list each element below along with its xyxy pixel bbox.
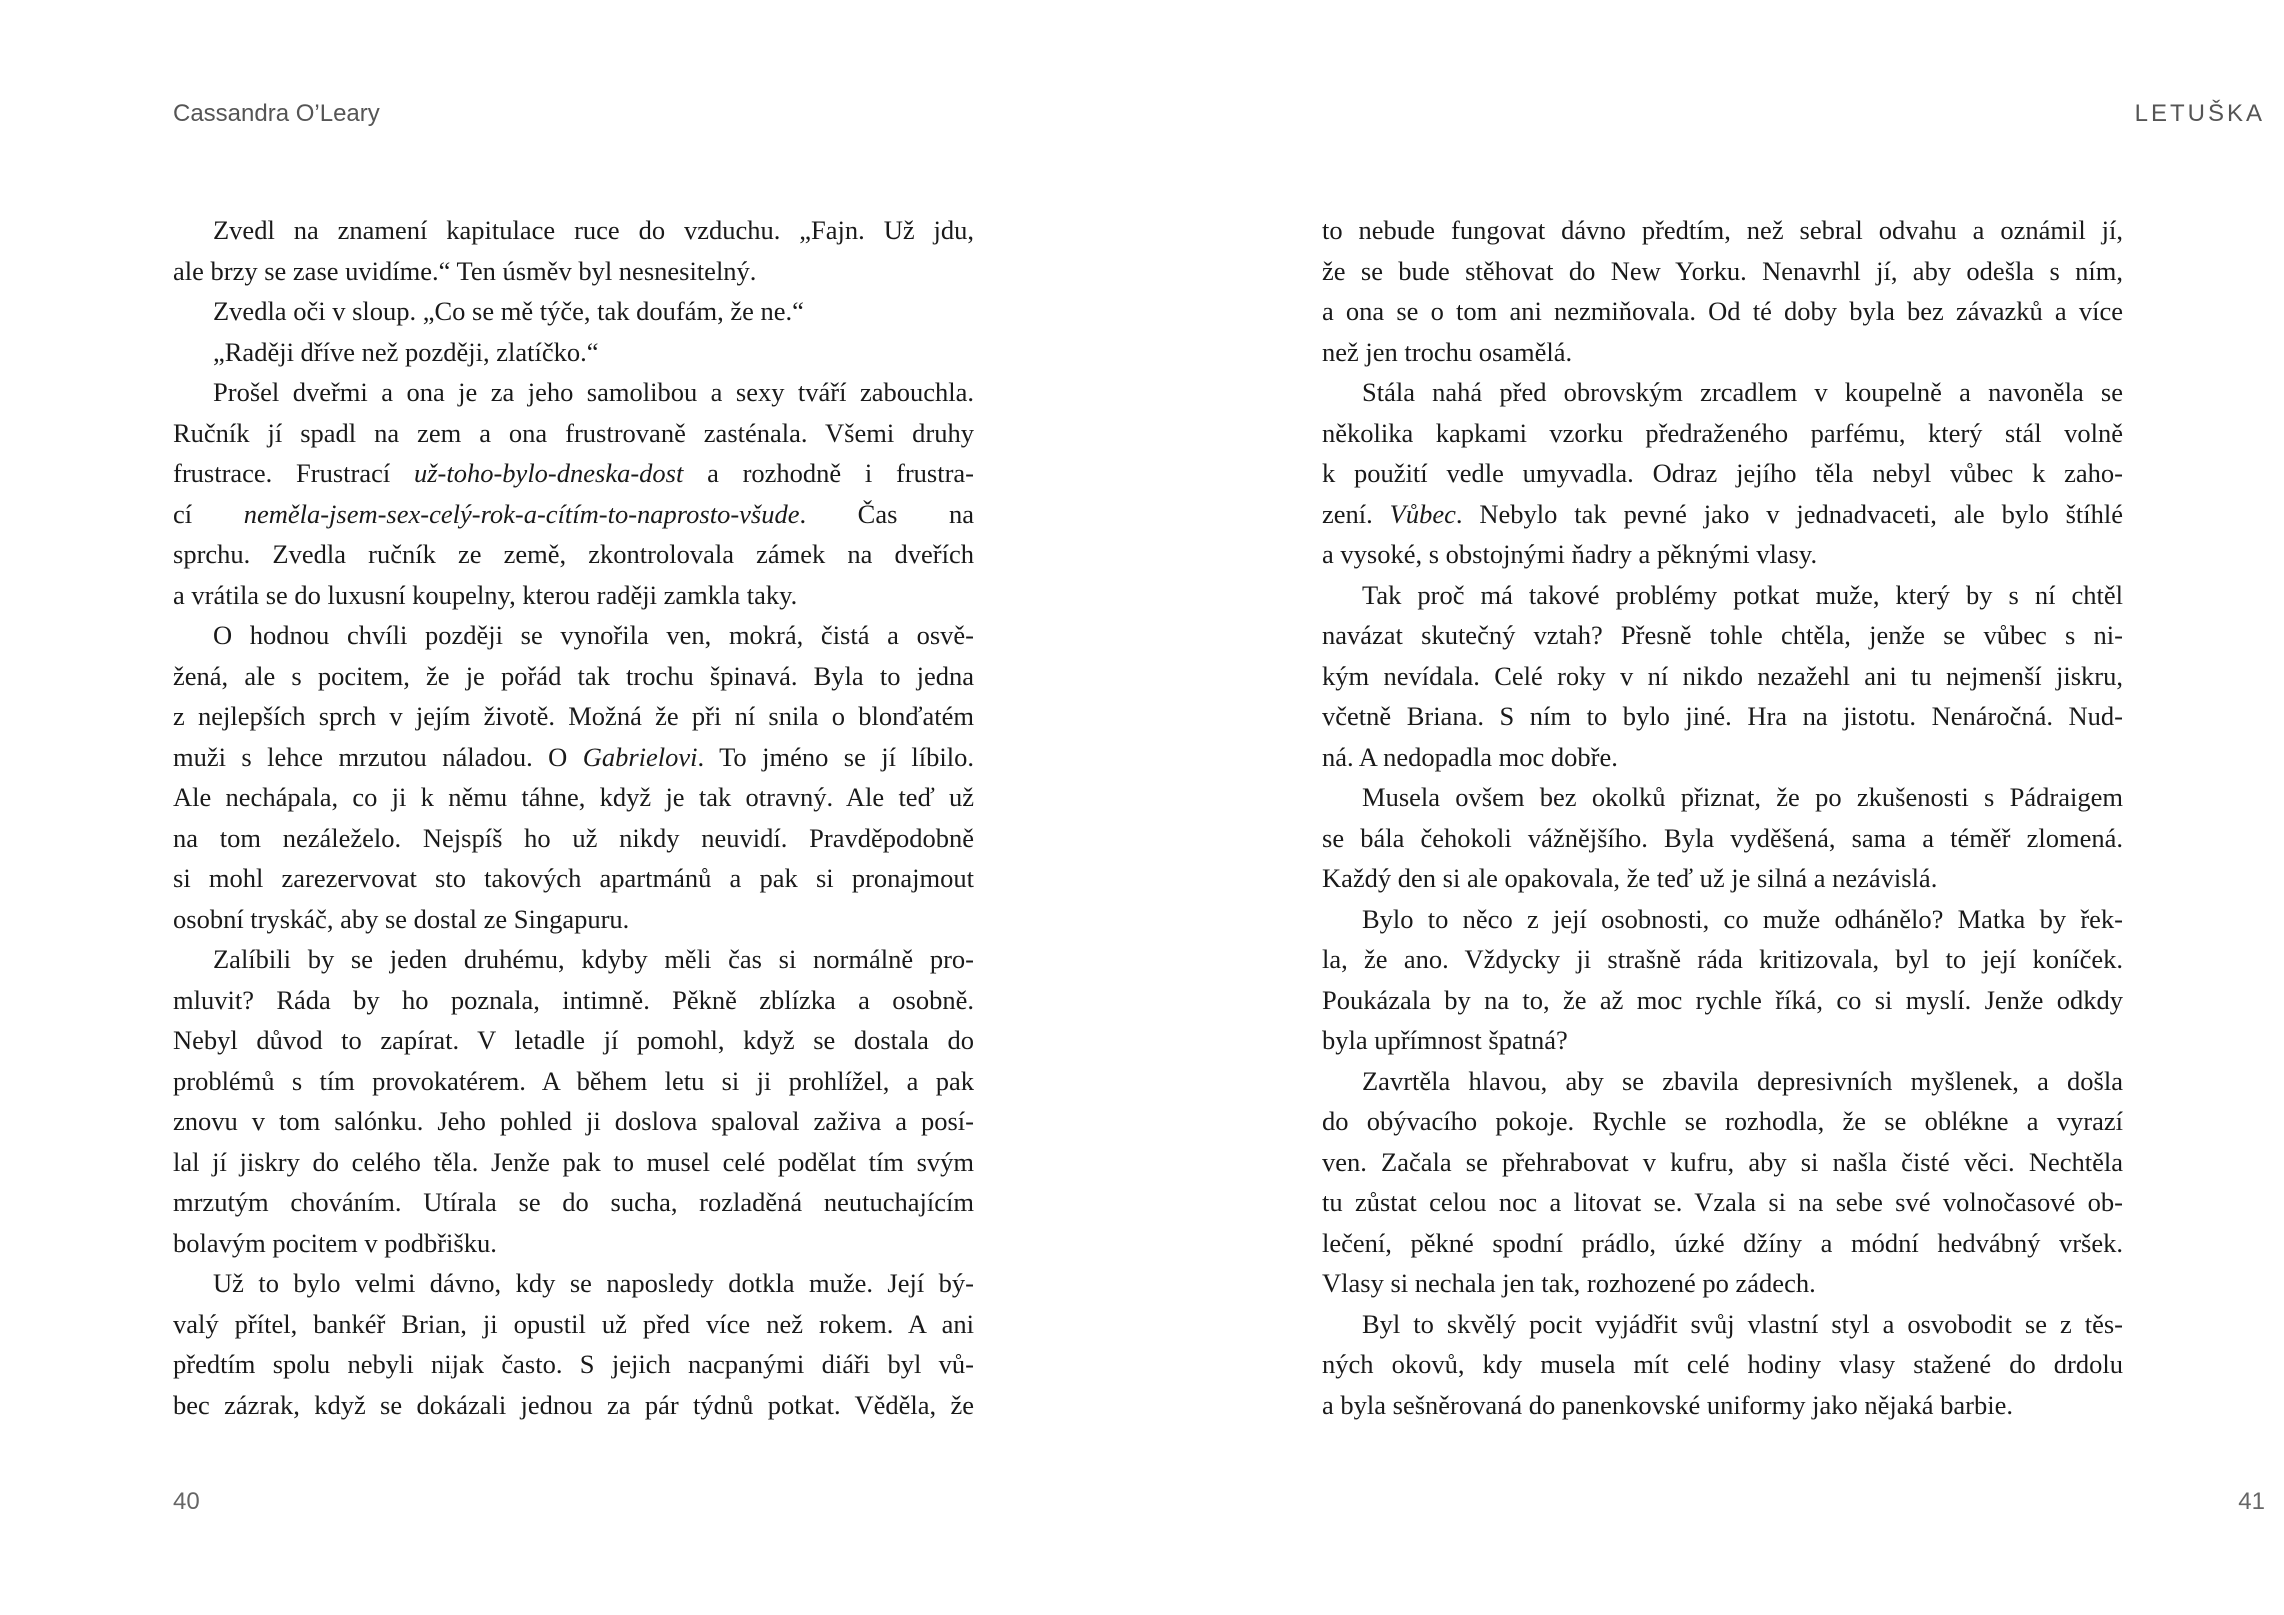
text-line (1322, 737, 2123, 778)
text-line (1322, 494, 2123, 535)
text-run: . Čas na (799, 498, 974, 529)
text-run: Prošel dveřmi a ona je za jeho samolibou a sexy tváří zabouchla. (213, 377, 974, 407)
text-line (1322, 980, 2123, 1021)
text-line (1322, 939, 2123, 980)
text-run: a vrátila se do luxusní koupelny, kterou raději zamkla taky. (173, 579, 798, 610)
text-run: Zalíbili by se jeden druhému, kdyby měli čas si normálně pro- (213, 944, 974, 974)
text-run: se bála čehokoli vážnějšího. Byla vyděšená, sama a téměř zlomená. (1322, 822, 2123, 853)
text-line (173, 332, 974, 373)
text-line (1322, 858, 2123, 899)
text-line (173, 494, 974, 535)
text-run: znovu v tom salónku. Jeho pohled ji doslova spaloval zaživa a posí- (173, 1106, 974, 1136)
text-line (173, 291, 974, 332)
text-run: problémů s tím provokatérem. A během letu si ji prohlížel, a pak (173, 1065, 974, 1096)
text-run: do obývacího pokoje. Rychle se rozhodla, že se oblékne a vyrazí (1322, 1106, 2123, 1136)
text-line (1322, 453, 2123, 494)
text-run: Nebyl důvod to zapírat. V letadle jí pomohl, když se dostala do (173, 1025, 974, 1055)
text-run: z nejlepších sprch v jejím životě. Možná že při ní snila o blonďatém (173, 701, 974, 731)
text-run: zení. (1322, 498, 1390, 529)
text-line (173, 1182, 974, 1223)
text-run: několika kapkami vzorku předraženého parfému, který stál volně (1322, 417, 2123, 448)
text-line (173, 1385, 974, 1426)
text-run: Ručník jí spadl na zem a ona frustrovaně zasténala. Všemi druhy (173, 417, 974, 448)
text-line (1322, 372, 2123, 413)
text-line (1322, 818, 2123, 859)
text-run: Bylo to něco z její osobnosti, co muže odhánělo? Matka by řek- (1362, 903, 2123, 934)
text-line (1322, 899, 2123, 940)
text-line (1322, 413, 2123, 454)
text-line (173, 1344, 974, 1385)
text-line (1322, 332, 2123, 373)
text-run: a rozhodně i frustra- (683, 458, 974, 488)
text-run: Stála nahá před obrovským zrcadlem v koupelně a navoněla se (1362, 377, 2123, 407)
running-head-author: Cassandra O’Leary (173, 100, 380, 127)
text-line (1322, 1385, 2123, 1426)
text-line (173, 939, 974, 980)
text-line (173, 1061, 974, 1102)
page-number: 40 (173, 1488, 200, 1515)
text-run: a vysoké, s obstojnými ňadry a pěknými vlasy. (1322, 539, 1818, 569)
text-run: frustrace. Frustrací (173, 458, 414, 488)
text-run: že se bude stěhovat do New Yorku. Nenavrhl jí, aby odešla s ním, (1322, 255, 2123, 286)
text-run: mluvit? Ráda by ho poznala, intimně. Pěkně zblízka a osobně. (173, 984, 974, 1015)
text-line (173, 1223, 974, 1264)
text-run: Zavrtěla hlavou, aby se zbavila depresivních myšlenek, a došla (1362, 1065, 2123, 1096)
text-line (173, 980, 974, 1021)
text-line (1322, 210, 2123, 251)
text-line (173, 899, 974, 940)
text-line (173, 737, 974, 778)
page-number: 41 (2238, 1488, 2265, 1515)
text-line (1322, 656, 2123, 697)
text-run: „Raději dříve než později, zlatíčko.“ (213, 336, 599, 367)
text-line (173, 453, 974, 494)
right-page (1142, 0, 2284, 1615)
text-line (1322, 615, 2123, 656)
running-head-title: LETUŠKA (2134, 100, 2265, 127)
text-run: a byla sešněrovaná do panenkovské uniformy jako nějaká barbie. (1322, 1389, 2013, 1420)
text-line (1322, 534, 2123, 575)
text-run: předtím spolu nebyli nijak často. S jejich nacpanými diáři byl vů- (173, 1349, 974, 1379)
text-line (173, 615, 974, 656)
text-line (1322, 1223, 2123, 1264)
text-run: žená, ale s pocitem, že je pořád tak trochu špinavá. Byla to jedna (173, 660, 974, 691)
body-text (1322, 210, 2123, 1425)
text-run: k použití vedle umyvadla. Odraz jejího těla nebyl vůbec k zaho- (1322, 458, 2123, 488)
text-line (173, 534, 974, 575)
text-run: Už to bylo velmi dávno, kdy se naposledy dotkla muže. Její bý- (213, 1268, 974, 1298)
text-line (1322, 251, 2123, 292)
text-run: a ona se o tom ani nezmiňovala. Od té doby byla bez závazků a více (1322, 296, 2123, 326)
text-run: sprchu. Zvedla ručník ze země, zkontrolovala zámek na dveřích (173, 539, 974, 569)
text-run: valý přítel, bankéř Brian, ji opustil už před více než rokem. A ani (173, 1308, 974, 1339)
text-run: ných okovů, kdy musela mít celé hodiny vlasy stažené do drdolu (1322, 1349, 2123, 1379)
text-run: byla upřímnost špatná? (1322, 1025, 1568, 1055)
text-run: cí (173, 498, 244, 529)
text-run: muži s lehce mrzutou náladou. O (173, 741, 583, 772)
italic-text: neměla-jsem-sex-celý-rok-a-cítím-to-naprosto-všude (243, 498, 800, 529)
text-line (173, 251, 974, 292)
text-line (173, 1101, 974, 1142)
text-run: bolavým pocitem v podbřišku. (173, 1227, 497, 1258)
text-line (1322, 1182, 2123, 1223)
text-run: Poukázala by na to, že až moc rychle říká, co si myslí. Jenže odkdy (1322, 984, 2123, 1015)
text-line (173, 656, 974, 697)
text-run: lal jí jiskry do celého těla. Jenže pak to musel celé podělat tím svým (173, 1146, 974, 1177)
text-line (173, 1304, 974, 1345)
text-line (1322, 696, 2123, 737)
text-line (1322, 1020, 2123, 1061)
text-line (1322, 1142, 2123, 1183)
text-run: navázat skutečný vztah? Přesně tohle chtěla, jenže se vůbec s ni- (1322, 620, 2123, 650)
text-run: Musela ovšem bez okolků přiznat, že po zkušenosti s Pádraigem (1362, 782, 2123, 812)
text-line (1322, 1304, 2123, 1345)
text-run: la, že ano. Vždycky ji strašně ráda kritizovala, byl to její koníček. (1322, 944, 2123, 974)
text-line (173, 575, 974, 616)
text-line (1322, 1263, 2123, 1304)
text-line (173, 858, 974, 899)
text-line (173, 1263, 974, 1304)
text-line (1322, 1061, 2123, 1102)
text-line (1322, 291, 2123, 332)
text-run: to nebude fungovat dávno předtím, než sebral odvahu a oznámil jí, (1322, 215, 2123, 245)
body-text (173, 210, 974, 1425)
italic-text: už-toho-bylo-dneska-dost (413, 458, 684, 488)
text-line (173, 1020, 974, 1061)
text-run: mrzutým chováním. Utírala se do sucha, rozladěná neutuchajícím (173, 1187, 974, 1217)
text-line (173, 696, 974, 737)
text-line (1322, 777, 2123, 818)
text-run: bec zázrak, když se dokázali jednou za pár týdnů potkat. Věděla, že (173, 1389, 974, 1420)
text-run: Zvedl na znamení kapitulace ruce do vzduchu. „Fajn. Už jdu, (213, 215, 974, 245)
text-run: si mohl zarezervovat sto takových apartmánů a pak si pronajmout (173, 863, 974, 893)
text-run: . To jméno se jí líbilo. (697, 741, 974, 772)
text-line (173, 818, 974, 859)
text-line (173, 1142, 974, 1183)
text-line (1322, 1101, 2123, 1142)
text-run: Tak proč má takové problémy potkat muže, který by s ní chtěl (1362, 579, 2123, 610)
text-line (173, 372, 974, 413)
text-line (1322, 575, 2123, 616)
text-run: . Nebylo tak pevné jako v jednadvaceti, ale bylo štíhlé (1455, 498, 2123, 529)
text-line (1322, 1344, 2123, 1385)
italic-text: Gabrielovi (582, 741, 698, 772)
text-run: tu zůstat celou noc a litovat se. Vzala si na sebe své volnočasové ob- (1322, 1187, 2123, 1217)
text-run: než jen trochu osamělá. (1322, 336, 1573, 367)
italic-text: Vůbec (1389, 498, 1456, 529)
text-run: Byl to skvělý pocit vyjádřit svůj vlastní styl a osvobodit se z těs- (1362, 1308, 2123, 1339)
text-line (173, 210, 974, 251)
text-run: Ale nechápala, co ji k němu táhne, když je tak otravný. Ale teď už (173, 782, 974, 812)
text-run: kým nevídala. Celé roky v ní nikdo nezažehl ani tu nejmenší jiskru, (1322, 660, 2123, 691)
text-run: ale brzy se zase uvidíme.“ Ten úsměv byl nesnesitelný. (173, 255, 757, 286)
text-run: Každý den si ale opakovala, že teď už je silná a nezávislá. (1322, 863, 1938, 893)
text-line (173, 777, 974, 818)
text-run: osobní tryskáč, aby se dostal ze Singapuru. (173, 903, 630, 934)
text-run: Zvedla oči v sloup. „Co se mě týče, tak doufám, že ne.“ (213, 296, 804, 326)
text-run: O hodnou chvíli později se vynořila ven, mokrá, čistá a osvě- (213, 620, 974, 650)
text-line (173, 413, 974, 454)
text-run: ven. Začala se přehrabovat v kufru, aby si našla čisté věci. Nechtěla (1322, 1146, 2123, 1177)
text-run: včetně Briana. S ním to bylo jiné. Hra na jistotu. Nenáročná. Nud- (1322, 701, 2123, 731)
text-run: Vlasy si nechala jen tak, rozhozené po zádech. (1322, 1268, 1816, 1298)
text-run: na tom nezáleželo. Nejspíš ho už nikdy neuvidí. Pravděpodobně (173, 822, 974, 853)
text-run: ná. A nedopadla moc dobře. (1322, 741, 1618, 772)
text-run: lečení, pěkné spodní prádlo, úzké džíny a módní hedvábný vršek. (1322, 1227, 2123, 1258)
